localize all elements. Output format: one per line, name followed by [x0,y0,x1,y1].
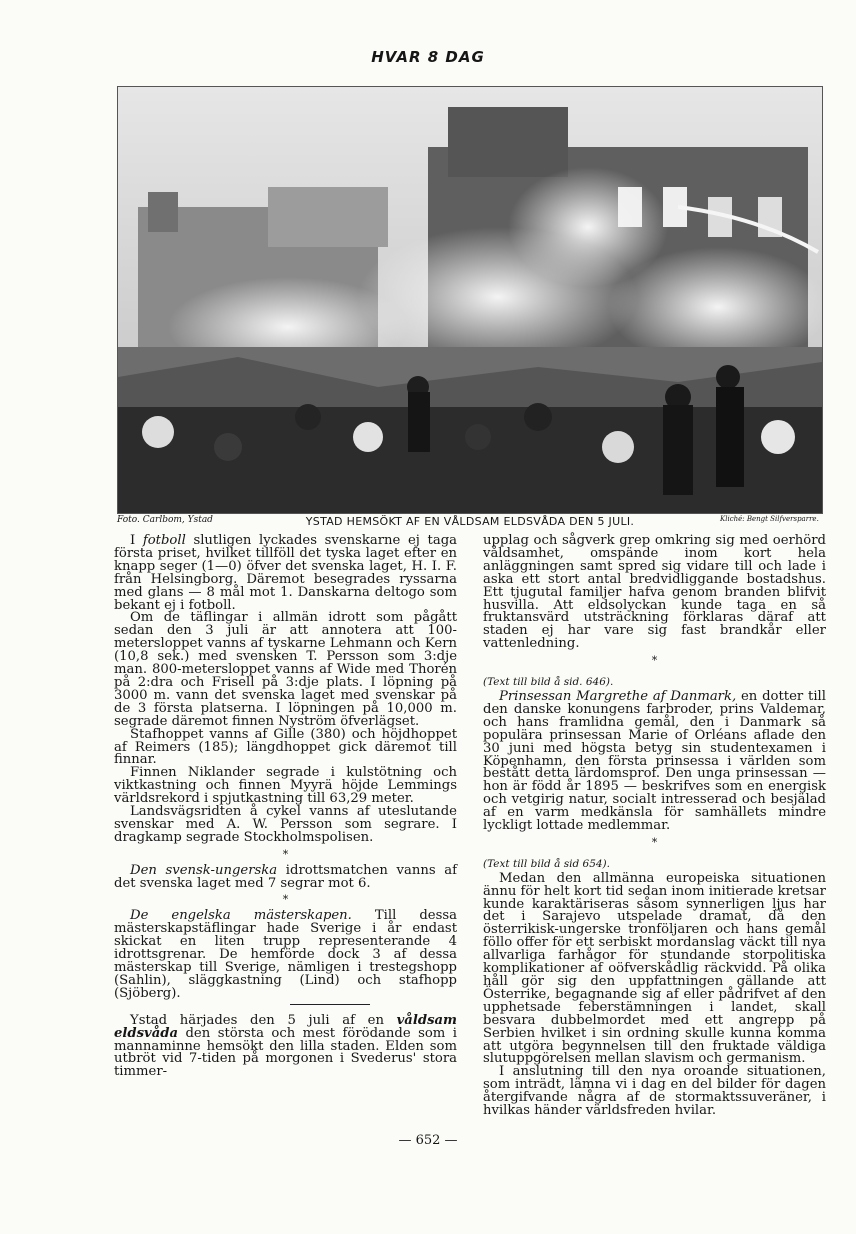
section-star: * [282,893,289,907]
paragraph-monarchs: I anslutning till den nya oroande situationen, som inträdt, lämna vi i dag en del bilder för dagen återgifvande några af de stormaktssuveräner, i hvilkas händer världsfreden hvilar. [483,1064,826,1119]
section-star: * [282,847,289,861]
section-star: * [651,654,658,668]
picture-reference: (Text till bild å sid 654). [483,857,610,870]
fire-photograph [117,86,823,514]
divider-rule [290,1004,370,1005]
paragraph-ystad-fire: Ystad härjades den 5 juli af en våldsam eldsvåda den största och mest förödande som i mannaminne hemsökt den lilla staden. Elden som utbröt vid 7-tiden på morgonen i Svederus' stora timmer- [114,1012,457,1080]
right-column [483,535,826,1118]
photo-caption: YSTAD HEMSÖKT AF EN VÅLDSAM ELDSVÅDA DEN 5 JULI. [305,515,635,528]
section-star: * [651,835,658,849]
picture-reference: (Text till bild å sid. 646). [483,676,614,689]
paragraph-european-situation: Medan den allmänna europeiska situationen ännu för helt kort tid sedan inom initierade kretsar kunde karaktäriseras såsom synnerligen ljus har det i Sarajevo utspelade dramat, då den österrikisk-ungerske tronföljaren och hans gemål föllo offer för ett serbiskt mordanslag väckt till nya allvarliga farhågor för stundande storpolitiska komplikationer af oöfverskådlig räckvidd. På olika håll gör sig den uppfattningen gällande att Österrike, begagnande sig af eller pådrifvet af den upphetsade feberstämningen i landet, skall besvara dubbelmordet med ett angrepp på Serbien hvilket i sin ordning skulle kunna komma att utgöra begynnelsen till den fruktade väldiga slutuppgörelsen mellan slavism och germanism. [483,870,826,1067]
left-column [114,535,457,1079]
paragraph-fire-continued: upplag och sågverk grep omkring sig med oerhörd våldsamhet, omspände inom kort hela anläggningen samt spred sig vidare till och lade i aska ett stort antal bredvidliggande bostadshus. Ett tjugutal familjer hafva genom branden blifvit husvilla. Att eldsolyckan kunde taga en så fruktansvärd utsträckning förklaras däraf att staden ej har vare sig fast brandkår eller vattenledning. [483,533,826,652]
page-number: — 652 — [398,1133,458,1148]
photo-credit: Foto. Carlbom, Ystad [117,515,213,525]
running-header: HVAR 8 DAG [371,48,485,66]
paragraph-throwing: Finnen Niklander segrade i kulstötning och viktkastning och finnen Myyrä höjde Lemmings världsrekord i spjutkastning till 63,29 meter. [114,765,457,807]
paragraph-english-championships: De engelska mästerskapen. Till dessa mästerskapstäflingar hade Sverige i år endast skickat en liten trupp representerande 4 idrottsgrenar. De hemförde dock 3 af dessa mästerskap till Sverige, nämligen i trestegshopp (Sahlin), släggkastning (Lind) och stafhopp (Sjöberg). [114,908,457,1001]
paragraph-football: I fotboll slutligen lyckades svenskarne ej taga första priset, hvilket tillföll det tyska laget efter en knapp seger (1—0) öfver det svenska laget, H. I. F. från Helsingborg. Däremot besegrades ryssarna med glans — 8 mål mot 1. Danskarna deltogo som bekant ej i fotboll. [114,533,457,613]
paragraph-princess: Prinsessan Margrethe af Danmark, en dotter till den danske konungens farbroder, prins Valdemar, och hans framlidna gemål, den i Danmark så populära prinsessan Marie of Orléans aflade den 30 juni med högsta betyg sin studentexamen i Köpenhamn, den första prinsessa i världen som bestått detta lärdomsprof. Den unga prinsessan — hon är född år 1895 — beskrifves som en energisk och vetgirig natur, socialt intresserad och besjälad af en varm medkänsla för samhällets mindre lyckligt lottade medlemmar. [483,688,826,834]
paragraph-cycling: Landsvägsridten å cykel vanns af uteslutande svenskar med A. W. Persson som segrare. I dragkamp segrade Stockholmspolisen. [114,804,457,845]
block-credit: Kliché: Bengt Silfversparre. [720,515,819,523]
paragraph-hungarian-match: Den svensk-ungerska idrottsmatchen vanns af det svenska laget med 7 segrar mot 6. [114,862,458,891]
paragraph-pole-vault: Stafhoppet vanns af Gille (380) och höjdhoppet af Reimers (185); längdhoppet gick däremot till finnar. [114,726,457,768]
paragraph-athletics: Om de täflingar i allmän idrott som pågått sedan den 3 juli är att annotera att 100-metersloppet vanns af tyskarne Lehmann och Kern (10,8 sek.) med svensken T. Persson som 3:dje man. 800-metersloppet vanns af Wide med Thorén på 2:dra och Frisell på 3:dje plats. I löpning på 3000 m. vann det svenska laget med svenskar på de 3 första platserna. I löpningen på 10,000 m. segrade däremot finnen Nyström öfverlägset. [114,610,457,729]
